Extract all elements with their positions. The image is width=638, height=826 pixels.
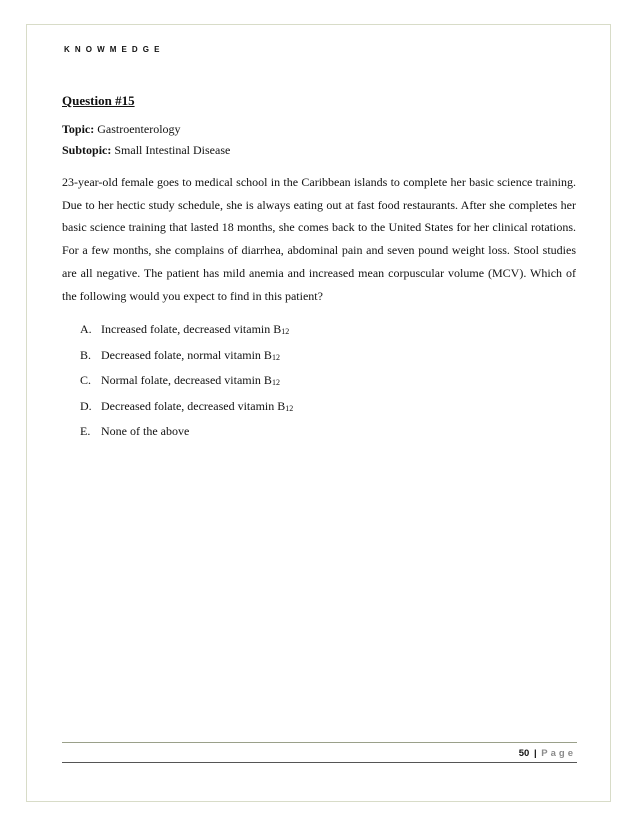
question-title: Question #15 — [62, 93, 135, 108]
topic-label: Topic: — [62, 122, 95, 136]
footer-separator: | — [533, 748, 537, 759]
topic-value: Gastroenterology — [97, 122, 181, 136]
question-content — [62, 93, 576, 445]
page-word: Page — [541, 748, 576, 759]
option-text: Normal folate, decreased vitamin $B_{12}$ — [101, 373, 280, 388]
topic-line — [62, 119, 576, 140]
option-d[interactable] — [80, 394, 576, 420]
option-e[interactable] — [80, 419, 576, 445]
option-text: Decreased folate, decreased vitamin $B_{12}$ — [101, 398, 294, 413]
subtopic-value: Small Intestinal Disease — [114, 143, 231, 157]
option-letter: A. — [80, 322, 92, 337]
page-number: 50 — [518, 748, 530, 759]
footer-divider — [62, 742, 577, 743]
option-text: Increased folate, decreased vitamin $B_{12}$ — [101, 322, 290, 337]
option-a[interactable] — [80, 317, 576, 343]
answer-options — [80, 317, 576, 445]
question-stem: 23-year-old female goes to medical school in the Caribbean islands to complete her basic science training. Due to her hectic study schedule, she is always eating out at fast food restaurants. After she completes her basic science training that lasted 18 months, she comes back to the United States for her clinical rotations. For a few months, she complains of diarrhea, abdominal pain and seven pound weight loss. Stool studies are all negative. The patient has mild anemia and increased mean corpuscular volume (MCV). Which of the following would you expect to find in this patient? — [62, 175, 576, 303]
option-text: Decreased folate, normal vitamin $B_{12}$ — [101, 347, 280, 362]
footer-bottom-rule — [62, 762, 577, 763]
header-brand: KNOWMEDGE — [64, 45, 165, 54]
option-letter: D. — [80, 398, 92, 413]
page-footer — [519, 748, 576, 759]
option-letter: C. — [80, 373, 92, 388]
option-text: None of the above — [101, 424, 190, 439]
option-c[interactable] — [80, 368, 576, 394]
option-letter: E. — [80, 424, 91, 439]
option-b[interactable] — [80, 343, 576, 369]
subtopic-label: Subtopic: — [62, 143, 112, 157]
option-letter: B. — [80, 347, 92, 362]
subtopic-line — [62, 140, 576, 161]
